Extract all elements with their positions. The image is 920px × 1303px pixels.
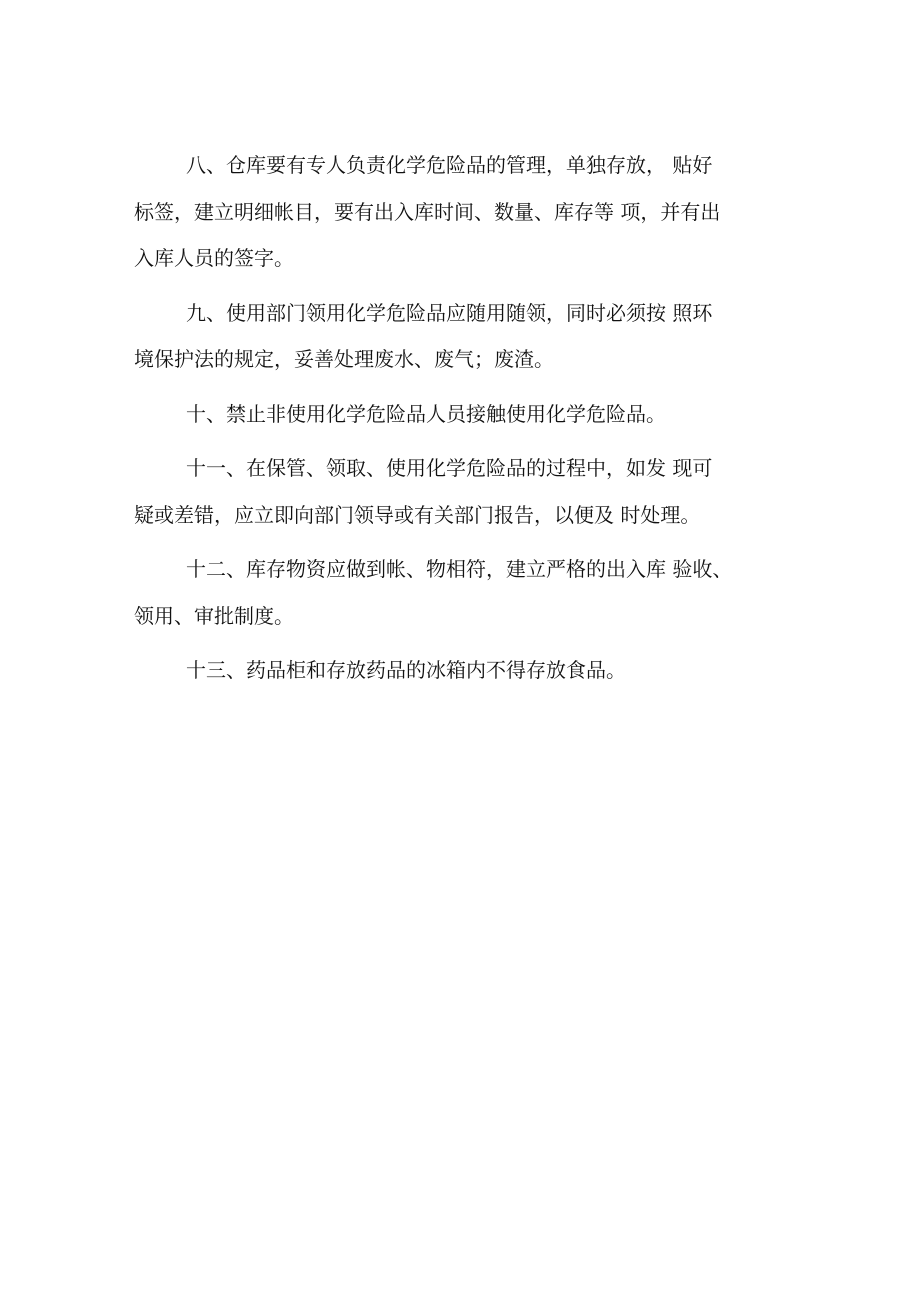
paragraph-9 [134, 290, 764, 383]
paragraph-line: 境保护法的规定，妥善处理废水、废气；废渣。 [134, 347, 554, 371]
paragraph-line: 八、仓库要有专人负责化学危险品的管理，单独存放， 贴好 [186, 153, 713, 177]
document-body [134, 142, 764, 702]
paragraph-line: 十一、在保管、领取、使用化学危险品的过程中，如发 现可 [186, 456, 713, 480]
paragraph-13 [134, 647, 764, 694]
paragraph-10 [134, 391, 764, 438]
paragraph-11 [134, 445, 764, 538]
paragraph-12 [134, 546, 764, 639]
paragraph-8 [134, 142, 764, 282]
paragraph-line: 十、禁止非使用化学危险品人员接触使用化学危险品。 [186, 401, 666, 426]
paragraph-line: 九、使用部门领用化学危险品应随用随领，同时必须按 照环 [186, 300, 713, 325]
paragraph-line: 疑或差错，应立即向部门领导或有关部门报告，以便及 时处理。 [134, 502, 701, 527]
paragraph-line: 十三、药品柜和存放药品的冰箱内不得存放食品。 [186, 658, 626, 682]
paragraph-line: 十二、库存物资应做到帐、物相符，建立严格的出入库 验收、 [186, 557, 733, 581]
paragraph-line: 领用、审批制度。 [134, 603, 294, 628]
paragraph-line: 入库人员的签字。 [134, 246, 294, 270]
paragraph-line: 标签，建立明细帐目，要有出入库时间、数量、库存等 项，并有出 [134, 199, 721, 224]
